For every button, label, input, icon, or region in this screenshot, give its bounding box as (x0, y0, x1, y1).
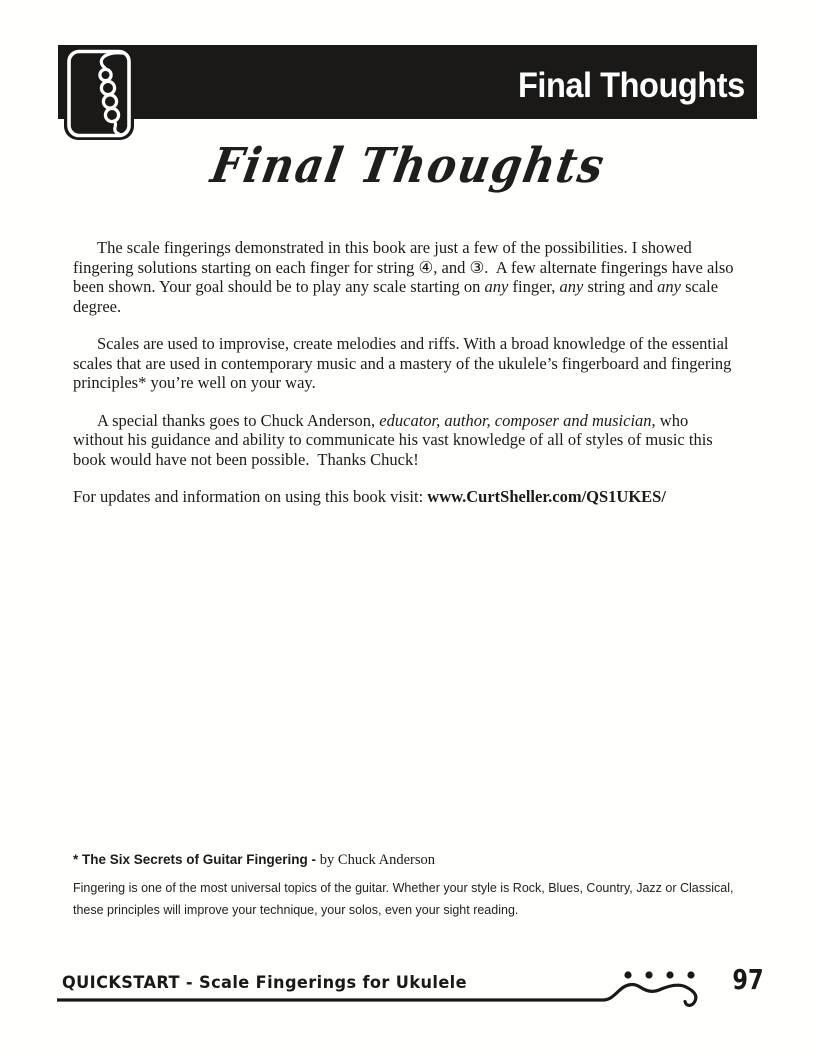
footnote-title (73, 852, 748, 869)
book-website-url: www.CurtSheller.com/QS1UKES/ (427, 487, 666, 506)
emphasis-any-2: any (559, 277, 584, 296)
page-title: Final Thoughts (206, 138, 610, 194)
paragraph-2: Scales are used to improvise, create melodies and riffs. With a broad knowledge of the essential scales that are used in contemporary music and a mastery of the ukulele’s fingerboard and fingering principles* you’re well on your way. (73, 334, 736, 392)
chapter-header-bar (58, 45, 757, 119)
body-text (73, 238, 738, 525)
footnote-author: by Chuck Anderson (319, 852, 435, 868)
paragraph-1: The scale fingerings demonstrated in this book are just a few of the possibilities. I showed fingering solutions starting on each finger for string ④, and ③. A few alternate fingerings have also been shown. Your goal should be to play any scale starting on any finger, any string and any scale degree. (73, 238, 738, 316)
emphasis-any-3: any (657, 277, 681, 296)
page-number: 97 (732, 963, 764, 996)
footnote-description: Fingering is one of the most universal topics of the guitar. Whether your style is Rock, Blues, Country, Jazz or Classical, these principles will improve your technique, your solos, even your sight reading. (73, 881, 734, 917)
ukulele-headstock-logo-icon (64, 47, 134, 140)
chapter-title: Final Thoughts (518, 66, 745, 105)
paragraph-1-text: The scale fingerings demonstrated in this book are just a few of the possibilities. I showed fingering solutions starting on each finger for string ④, and ③. A few alternate fingerings have also been shown. Your goal should be to play any scale starting on (73, 238, 738, 296)
emphasis-any-1: any (484, 277, 509, 296)
paragraph-3: A special thanks goes to Chuck Anderson, educator, author, composer and musician, who without his guidance and ability to communicate his vast knowledge of all of styles of music this book would have not been possible. Thanks Chuck! (73, 410, 717, 469)
paragraph-3-text: A special thanks goes to Chuck Anderson, (97, 410, 380, 430)
visit-line: For updates and information on using this book visit: www.CurtSheller.com/QS1UKES/ (73, 487, 666, 506)
footnote-book-title: * The Six Secrets of Guitar Fingering - (73, 852, 320, 867)
footnote (73, 852, 748, 921)
emphasis-credits: educator, author, composer and musician, (379, 410, 656, 430)
footer-book-title: QUICKSTART - Scale Fingerings for Ukulele (62, 973, 467, 992)
